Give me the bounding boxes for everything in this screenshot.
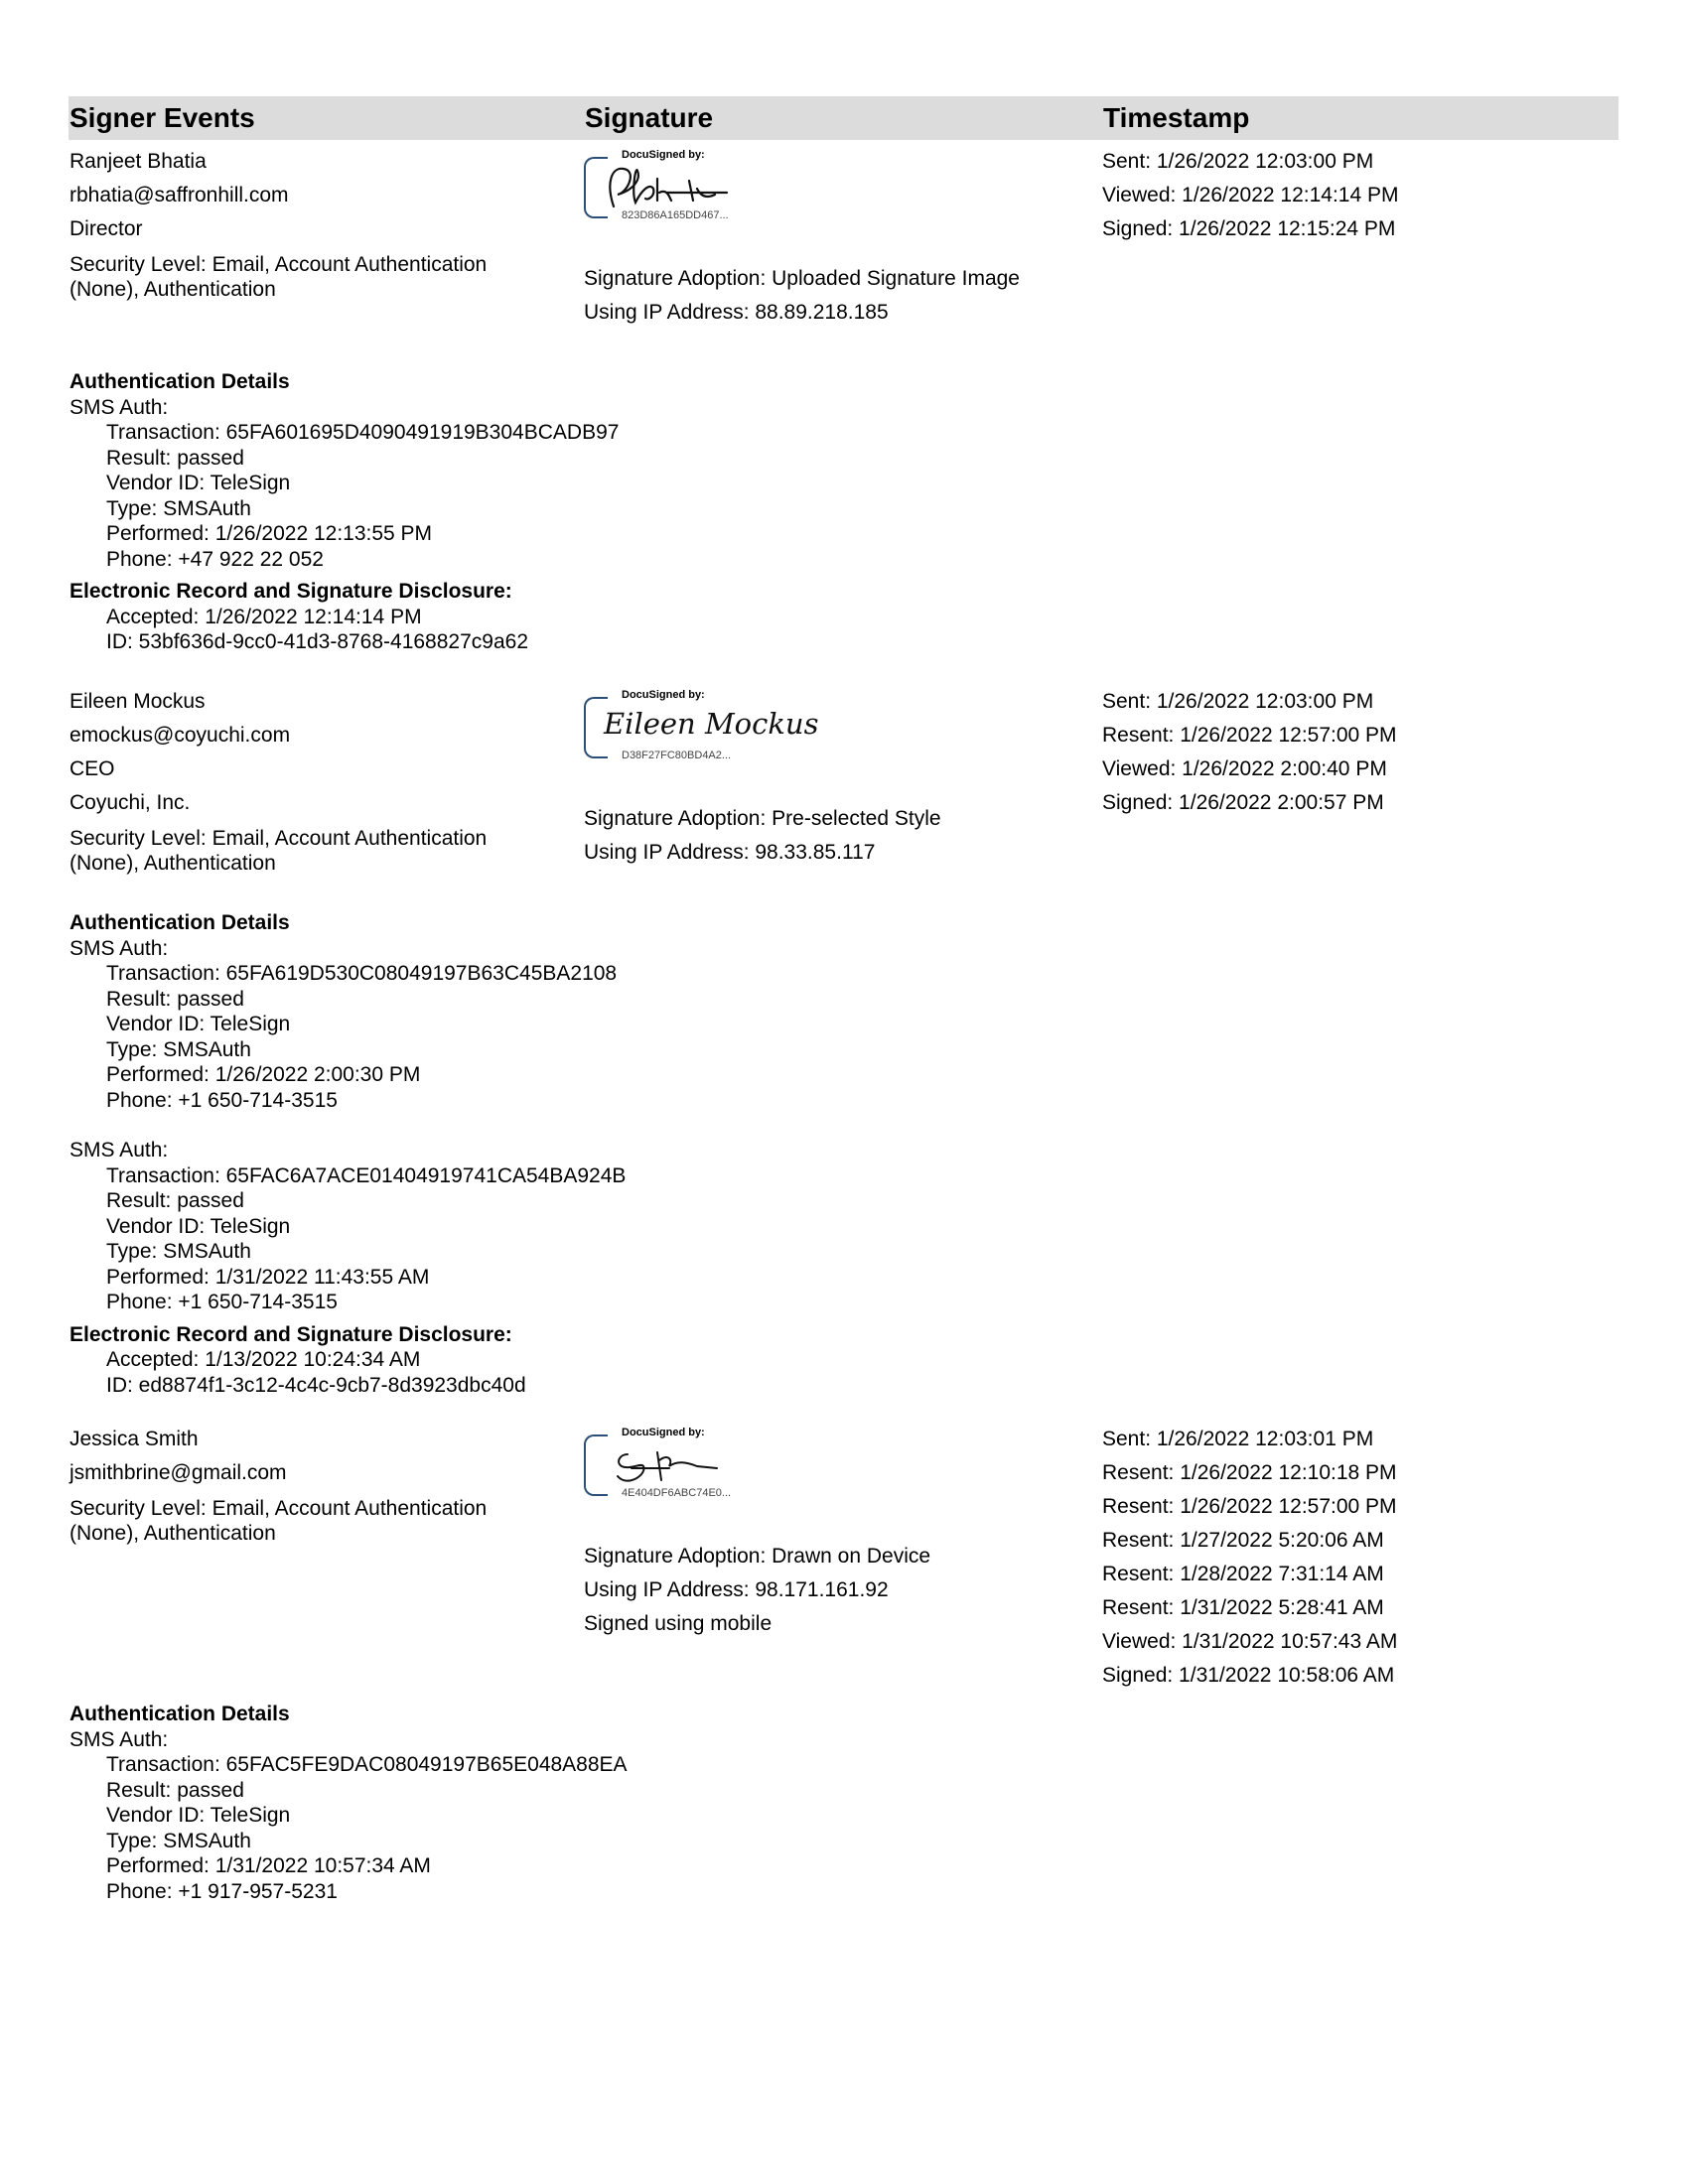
- auth-line: Phone: +1 650-714-3515: [106, 1291, 338, 1313]
- timestamp-line: Resent: 1/26/2022 12:57:00 PM: [1102, 724, 1397, 747]
- auth-line: Performed: 1/26/2022 12:13:55 PM: [106, 522, 433, 545]
- security-level: Security Level: Email, Account Authentication (None), Authentication: [70, 1497, 488, 1545]
- timestamp-line: Viewed: 1/31/2022 10:57:43 AM: [1102, 1630, 1398, 1653]
- signer-1-signature-stamp: [584, 149, 763, 230]
- ip-address: Using IP Address: 98.33.85.117: [584, 841, 876, 864]
- signer-2-signature-stamp: [584, 689, 819, 770]
- timestamp-line: Resent: 1/26/2022 12:10:18 PM: [1102, 1461, 1397, 1484]
- auth-details-title: Authentication Details: [70, 911, 290, 934]
- disclosure-title: Electronic Record and Signature Disclosure:: [70, 1322, 512, 1346]
- docusigned-label: DocuSigned by:: [622, 1427, 705, 1438]
- sms-auth-label: SMS Auth:: [70, 1139, 169, 1161]
- auth-line: Transaction: 65FA619D530C08049197B63C45BA2108: [106, 962, 618, 985]
- docusigned-label: DocuSigned by:: [622, 689, 705, 701]
- signature-script: Eileen Mockus: [604, 707, 819, 741]
- disclosure-title: Electronic Record and Signature Disclosure:: [70, 580, 512, 603]
- signature-code: 823D86A165DD467...: [622, 209, 729, 221]
- auth-line: Type: SMSAuth: [106, 1037, 251, 1061]
- signature-adoption: Signature Adoption: Drawn on Device: [584, 1545, 931, 1568]
- disclosure-accepted: Accepted: 1/26/2022 12:14:14 PM: [106, 605, 422, 628]
- auth-line: Transaction: 65FA601695D4090491919B304BCADB97: [106, 421, 620, 444]
- signer-title: Director: [70, 217, 143, 240]
- signature-code: 4E404DF6ABC74E0...: [622, 1487, 732, 1499]
- auth-line: Phone: +1 650-714-3515: [106, 1088, 338, 1112]
- auth-details-title: Authentication Details: [70, 370, 290, 393]
- header-timestamp: Timestamp: [1103, 102, 1250, 133]
- timestamp-line: Resent: 1/28/2022 7:31:14 AM: [1102, 1563, 1384, 1585]
- timestamp-line: Sent: 1/26/2022 12:03:00 PM: [1102, 150, 1374, 173]
- signer-2-adoption: [584, 802, 941, 870]
- security-level: Security Level: Email, Account Authentication (None), Authentication: [70, 827, 488, 875]
- security-level: Security Level: Email, Account Authentication (None), Authentication: [70, 253, 488, 301]
- signer-name: Ranjeet Bhatia: [70, 150, 207, 173]
- timestamp-line: Viewed: 1/26/2022 12:14:14 PM: [1102, 184, 1399, 206]
- auth-line: Transaction: 65FAC5FE9DAC08049197B65E048A88EA: [106, 1753, 628, 1776]
- signer-1-authentication: [70, 369, 619, 655]
- signer-2-authentication: [70, 910, 626, 1398]
- auth-line: Vendor ID: TeleSign: [106, 1804, 291, 1827]
- timestamp-line: Resent: 1/31/2022 5:28:41 AM: [1102, 1596, 1384, 1619]
- auth-line: Result: passed: [106, 1189, 244, 1212]
- auth-line: Result: passed: [106, 1778, 244, 1802]
- timestamp-line: Signed: 1/31/2022 10:58:06 AM: [1102, 1664, 1395, 1687]
- signer-title: CEO: [70, 757, 115, 780]
- signer-3-authentication: [70, 1702, 628, 1904]
- signed-using-mobile: Signed using mobile: [584, 1612, 773, 1635]
- auth-line: Transaction: 65FAC6A7ACE01404919741CA54BA924B: [106, 1163, 627, 1187]
- sms-auth-label: SMS Auth:: [70, 1727, 169, 1751]
- disclosure-id: ID: ed8874f1-3c12-4c4c-9cb7-8d3923dbc40d: [106, 1373, 526, 1397]
- disclosure-accepted: Accepted: 1/13/2022 10:24:34 AM: [106, 1348, 421, 1371]
- auth-line: Vendor ID: TeleSign: [106, 1214, 291, 1238]
- sms-auth-label: SMS Auth:: [70, 395, 169, 419]
- signer-1-info: [70, 145, 487, 302]
- header-signer-events: Signer Events: [70, 102, 255, 133]
- signature-code: D38F27FC80BD4A2...: [622, 750, 732, 761]
- disclosure-id: ID: 53bf636d-9cc0-41d3-8768-4168827c9a62: [106, 630, 528, 653]
- timestamp-line: Signed: 1/26/2022 12:15:24 PM: [1102, 217, 1396, 240]
- signer-3-adoption: [584, 1540, 930, 1641]
- auth-line: Type: SMSAuth: [106, 1240, 251, 1263]
- timestamp-line: Resent: 1/27/2022 5:20:06 AM: [1102, 1529, 1384, 1552]
- auth-details-title: Authentication Details: [70, 1703, 290, 1725]
- signer-2-timestamps: [1102, 685, 1397, 820]
- timestamp-line: Sent: 1/26/2022 12:03:00 PM: [1102, 690, 1374, 713]
- ip-address: Using IP Address: 98.171.161.92: [584, 1578, 889, 1601]
- auth-line: Performed: 1/31/2022 10:57:34 AM: [106, 1854, 431, 1877]
- signer-name: Jessica Smith: [70, 1428, 199, 1450]
- signature-image: [598, 1440, 747, 1490]
- auth-line: Vendor ID: TeleSign: [106, 472, 291, 494]
- signer-email: rbhatia@saffronhill.com: [70, 184, 289, 206]
- signer-1-timestamps: [1102, 145, 1399, 246]
- signature-adoption: Signature Adoption: Uploaded Signature Image: [584, 267, 1020, 290]
- signature-image: [598, 163, 747, 212]
- timestamp-line: Resent: 1/26/2022 12:57:00 PM: [1102, 1495, 1397, 1518]
- signer-email: jsmithbrine@gmail.com: [70, 1461, 287, 1484]
- auth-line: Type: SMSAuth: [106, 496, 251, 520]
- docusigned-label: DocuSigned by:: [622, 149, 705, 161]
- timestamp-line: Signed: 1/26/2022 2:00:57 PM: [1102, 791, 1384, 814]
- auth-line: Result: passed: [106, 987, 244, 1011]
- signer-3-timestamps: [1102, 1423, 1397, 1693]
- auth-line: Vendor ID: TeleSign: [106, 1013, 291, 1035]
- signer-2-info: [70, 685, 487, 876]
- signer-name: Eileen Mockus: [70, 690, 206, 713]
- auth-line: Phone: +47 922 22 052: [106, 547, 324, 571]
- table-header: [69, 96, 1618, 140]
- auth-line: Performed: 1/26/2022 2:00:30 PM: [106, 1063, 421, 1086]
- timestamp-line: Viewed: 1/26/2022 2:00:40 PM: [1102, 757, 1387, 780]
- signer-email: emockus@coyuchi.com: [70, 724, 291, 747]
- signature-adoption: Signature Adoption: Pre-selected Style: [584, 807, 941, 830]
- signer-1-adoption: [584, 262, 1020, 330]
- ip-address: Using IP Address: 88.89.218.185: [584, 301, 889, 324]
- auth-line: Type: SMSAuth: [106, 1829, 251, 1852]
- auth-line: Phone: +1 917-957-5231: [106, 1879, 338, 1903]
- auth-line: Performed: 1/31/2022 11:43:55 AM: [106, 1265, 430, 1289]
- signer-3-info: [70, 1423, 487, 1546]
- timestamp-line: Sent: 1/26/2022 12:03:01 PM: [1102, 1428, 1374, 1450]
- signer-3-signature-stamp: [584, 1427, 763, 1508]
- signer-company: Coyuchi, Inc.: [70, 791, 191, 814]
- auth-line: Result: passed: [106, 446, 244, 470]
- header-signature: Signature: [585, 102, 714, 133]
- sms-auth-label: SMS Auth:: [70, 936, 169, 960]
